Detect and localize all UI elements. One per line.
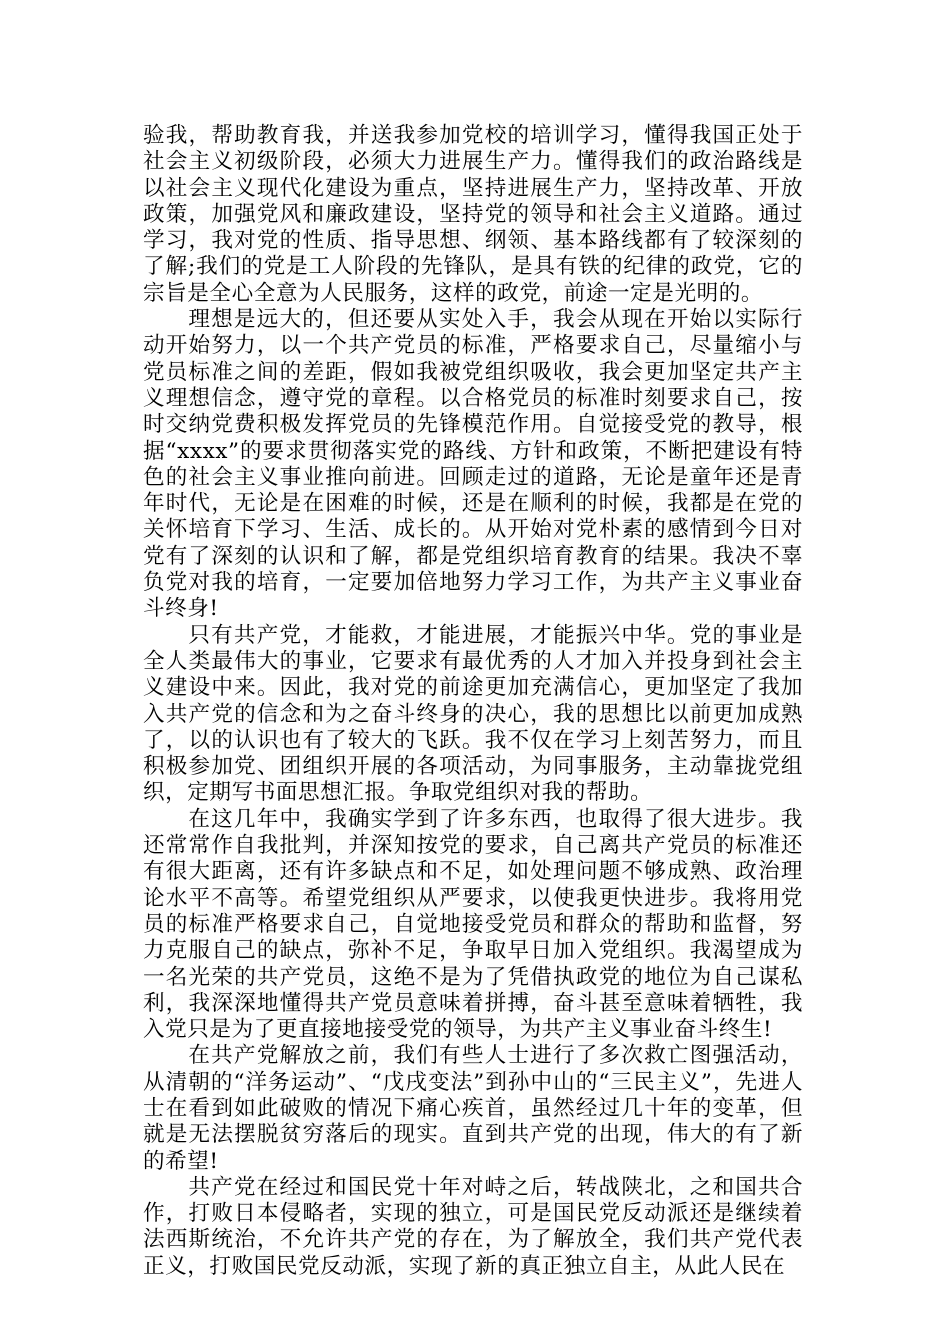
document-page	[143, 123, 803, 1280]
paragraph-2: 理想是远大的，但还要从实处入手，我会从现在开始以实际行动开始努力，以一个共产党员的标准，严格要求自己，尽量缩小与党员标准之间的差距，假如我被党组织吸收，我会更加坚定共产主义理想信念，遵守党的章程。以合格党员的标准时刻要求自己，按时交纳党费积极发挥党员的先锋模范作用。自觉接受党的教导，根据“xxxx”的要求贯彻落实党的路线、方针和政策，不断把建设有特色的社会主义事业推向前进。回顾走过的道路，无论是童年还是青年时代，无论是在困难的时候，还是在顺利的时候，我都是在党的关怀培育下学习、生活、成长的。从开始对党朴素的感情到今日对党有了深刻的认识和了解，都是党组织培育教育的结果。我决不辜负党对我的培育，一定要加倍地努力学习工作，为共产主义事业奋斗终身!	[143, 307, 803, 622]
paragraph-3: 只有共产党，才能救，才能进展，才能振兴中华。党的事业是全人类最伟大的事业，它要求有最优秀的人才加入并投身到社会主义建设中来。因此，我对党的前途更加充满信心，更加坚定了我加入共产党的信念和为之奋斗终身的决心，我的思想比以前更加成熟了，以的认识也有了较大的飞跃。我不仅在学习上刻苦努力，而且积极参加党、团组织开展的各项活动，为同事服务，主动靠拢党组织，定期写书面思想汇报。争取党组织对我的帮助。	[143, 622, 803, 806]
paragraph-4: 在这几年中，我确实学到了许多东西，也取得了很大进步。我还常常作自我批判，并深知按党的要求，自己离共产党员的标准还有很大距离，还有许多缺点和不足，如处理问题不够成熟、政治理论水平不高等。希望党组织从严要求，以使我更快进步。我将用党员的标准严格要求自己，自觉地接受党员和群众的帮助和监督，努力克服自己的缺点，弥补不足，争取早日加入党组织。我渴望成为一名光荣的共产党员，这绝不是为了凭借执政党的地位为自己谋私利，我深深地懂得共产党员意味着拼搏，奋斗甚至意味着牺牲，我入党只是为了更直接地接受党的领导，为共产主义事业奋斗终生!	[143, 806, 803, 1043]
paragraph-5: 在共产党解放之前，我们有些人士进行了多次救亡图强活动，从清朝的“洋务运动”、“戊戌变法”到孙中山的“三民主义”，先进人士在看到如此破败的情况下痛心疾首，虽然经过几十年的变革，但就是无法摆脱贫穷落后的现实。直到共产党的出现，伟大的有了新的希望!	[143, 1043, 803, 1174]
paragraph-1: 验我，帮助教育我，并送我参加党校的培训学习，懂得我国正处于社会主义初级阶段，必须大力进展生产力。懂得我们的政治路线是以社会主义现代化建设为重点，坚持进展生产力，坚持改革、开放政策，加强党风和廉政建设，坚持党的领导和社会主义道路。通过学习，我对党的性质、指导思想、纲领、基本路线都有了较深刻的了解;我们的党是工人阶段的先锋队，是具有铁的纪律的政党，它的宗旨是全心全意为人民服务，这样的政党，前途一定是光明的。	[143, 123, 803, 306]
paragraph-6: 共产党在经过和国民党十年对峙之后，转战陕北，之和国共合作，打败日本侵略者，实现的独立，可是国民党反动派还是继续着法西斯统治，不允许共产党的存在，为了解放全，我们共产党代表正义，打败国民党反动派，实现了新的真正独立自主，从此人民在	[143, 1174, 803, 1279]
